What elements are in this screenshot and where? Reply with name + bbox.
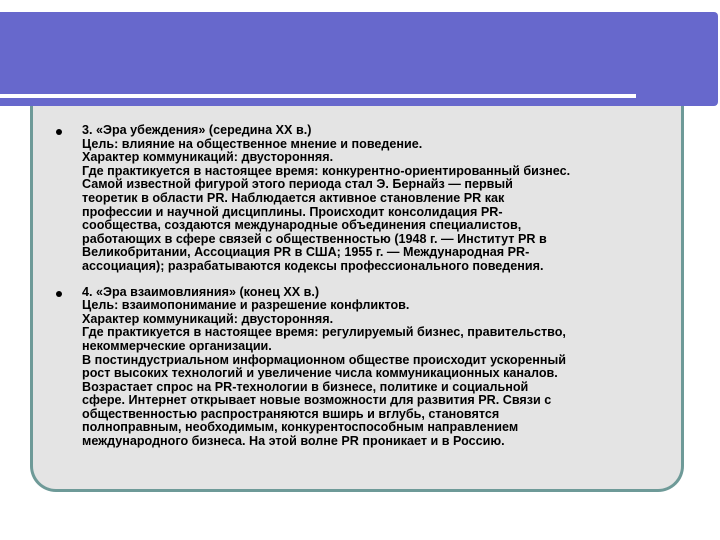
bullet-line: Самой известной фигурой этого периода стал Э. Бернайз — первый (82, 177, 513, 192)
bullet-line: Характер коммуникаций: двусторонняя. (82, 150, 334, 165)
bullet-line: Великобритании, Ассоциация PR в США; 1955 г. — Международная PR- (82, 245, 530, 260)
bullet-line: Где практикуется в настоящее время: конкурентно-ориентированный бизнес. (82, 163, 571, 178)
bullet-line: Характер коммуникаций: двусторонняя. (82, 311, 334, 326)
bullet-line: ассоциация); разрабатываются кодексы профессионального поведения. (82, 258, 544, 273)
bullet-line: 3. «Эра убеждения» (середина XX в.) (82, 123, 312, 137)
bullet-line: сфере. Интернет открывает новые возможности для развития PR. Связи с (82, 393, 552, 408)
bullet-line: теоретик в области PR. Наблюдается активное становление PR как (82, 190, 505, 205)
bullet-line: 4. «Эра взаимовлияния» (конец XX в.) (82, 284, 320, 299)
bullet-line: Цель: взаимопонимание и разрешение конфликтов. (82, 298, 410, 313)
bullet-dot-icon (56, 129, 62, 135)
title-underline (0, 94, 636, 98)
bullet-line: Цель: влияние на общественное мнение и поведение. (82, 136, 423, 151)
bullet-list (56, 124, 676, 461)
bullet-line: некоммерческие организации. (82, 338, 272, 353)
bullet-line: сообщества, создаются международные объединения специалистов, (82, 218, 522, 233)
bullet-line: рост высоких технологий и увеличение числа коммуникационных каналов. (82, 366, 558, 381)
bullet-item-era-persuasion (56, 124, 676, 274)
title-band (0, 12, 718, 106)
bullet-line: общественностью распространяются вширь и вглубь, становятся (82, 406, 500, 421)
bullet-line: работающих в сфере связей с общественностью (1948 г. — Институт PR в (82, 231, 547, 246)
bullet-line: Возрастает спрос на PR-технологии в бизнесе, политике и социальной (82, 379, 529, 394)
bullet-dot-icon (56, 291, 62, 297)
bullet-line: Где практикуется в настоящее время: регулируемый бизнес, правительство, (82, 325, 566, 340)
bullet-line: полноправным, необходимым, конкурентоспособным направлением (82, 420, 519, 435)
bullet-line: профессии и научной дисциплины. Происходит консолидация PR- (82, 204, 503, 219)
bullet-line: международного бизнеса. На этой волне PR проникает и в Россию. (82, 434, 505, 449)
bullet-item-era-interaction (56, 286, 676, 449)
bullet-line: В постиндустриальном информационном обществе происходит ускоренный (82, 352, 567, 367)
